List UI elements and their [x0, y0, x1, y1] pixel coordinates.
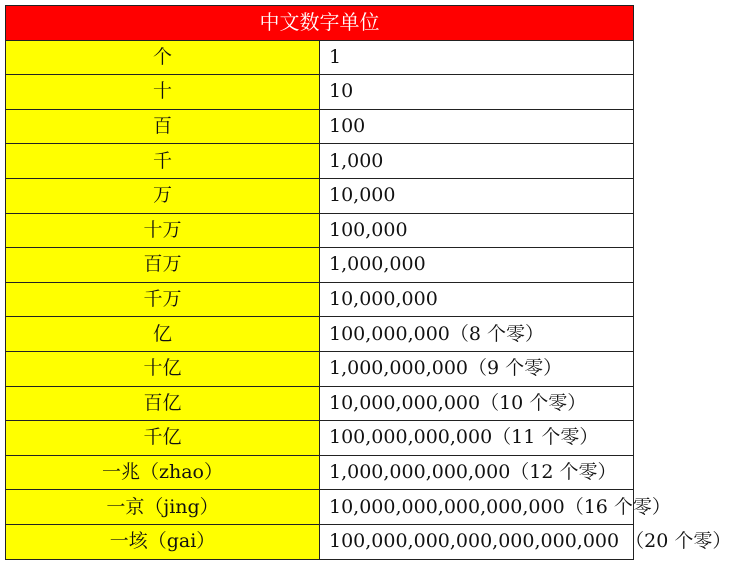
table-row [6, 213, 634, 248]
unit-name-cell: 一兆（zhao） [6, 455, 320, 490]
unit-name-cell: 一垓（gai） [6, 524, 320, 559]
unit-name-cell: 个 [6, 40, 320, 75]
unit-value-cell: 100,000,000,000,000,000,000 （20 个零） [320, 524, 634, 559]
unit-name-cell: 亿 [6, 317, 320, 352]
table-row [6, 40, 634, 75]
table-row [6, 109, 634, 144]
table-row [6, 282, 634, 317]
table-row [6, 490, 634, 525]
unit-value-cell: 10,000,000 [320, 282, 634, 317]
unit-value-cell: 100,000 [320, 213, 634, 248]
table-row [6, 317, 634, 352]
table-header-row [6, 6, 634, 41]
unit-value-cell: 1 [320, 40, 634, 75]
unit-name-cell: 千亿 [6, 421, 320, 456]
unit-name-cell: 百 [6, 109, 320, 144]
unit-value-cell: 1,000,000,000（9 个零） [320, 351, 634, 386]
unit-name-cell: 十亿 [6, 351, 320, 386]
unit-value-cell: 1,000,000 [320, 248, 634, 283]
table-row [6, 248, 634, 283]
unit-value-cell: 10,000 [320, 178, 634, 213]
unit-name-cell: 十 [6, 75, 320, 110]
unit-name-cell: 百万 [6, 248, 320, 283]
unit-name-cell: 千 [6, 144, 320, 179]
unit-value-cell: 1,000,000,000,000（12 个零） [320, 455, 634, 490]
table-row [6, 144, 634, 179]
table-row [6, 351, 634, 386]
unit-value-cell: 100 [320, 109, 634, 144]
table-row [6, 524, 634, 559]
unit-name-cell: 一京（jing） [6, 490, 320, 525]
unit-value-cell: 10,000,000,000（10 个零） [320, 386, 634, 421]
unit-name-cell: 百亿 [6, 386, 320, 421]
unit-value-cell: 10 [320, 75, 634, 110]
chinese-number-units-table [5, 5, 731, 560]
unit-value-cell: 100,000,000（8 个零） [320, 317, 634, 352]
table-row [6, 421, 634, 456]
table-row [6, 386, 634, 421]
table-row [6, 178, 634, 213]
unit-name-cell: 千万 [6, 282, 320, 317]
unit-value-cell: 10,000,000,000,000,000（16 个零） [320, 490, 634, 525]
unit-name-cell: 万 [6, 178, 320, 213]
table-title: 中文数字单位 [6, 6, 634, 41]
table-row [6, 75, 634, 110]
unit-value-cell: 1,000 [320, 144, 634, 179]
table-row [6, 455, 634, 490]
unit-name-cell: 十万 [6, 213, 320, 248]
unit-value-cell: 100,000,000,000（11 个零） [320, 421, 634, 456]
chinese-number-units-table-wrapper [5, 5, 731, 560]
